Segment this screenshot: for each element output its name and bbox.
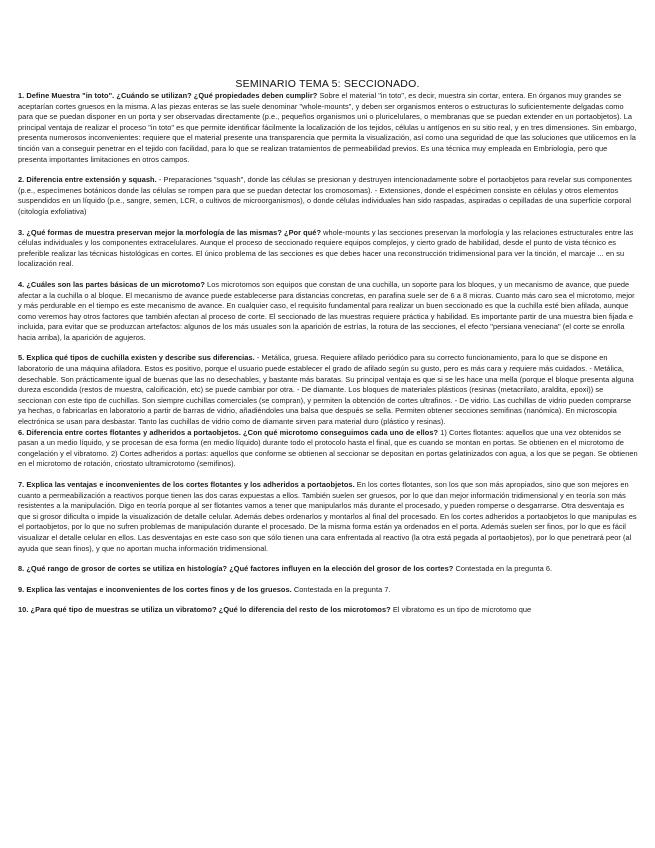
answer-8: Contestada en la pregunta 6. xyxy=(455,564,553,574)
answer-5: - Metálica, gruesa. Requiere afilado periódico para su correcto funcionamiento, para lo que se dispone en laboratorio de una máquina afiladora. Estos es positivo, porque el usuario puede establecer el grado de afilado según su gusto, pero es más cara y requiere más cuidados. - Metálica, desechable. Son prácticamente igual de buenas que las no desechables, y bastante más baratas. Su principal ventaja es que si se les hace una mella (porque el bloque presenta alguna dureza escondida (restos de muestra, calcificación, etc) se puede cambiar por otra. - De diamante. Los bloques de materiales plásticos (resinas (metacrilato, araldita, epoxi)) se seccionan con este tipo de cuchillas. Son siempre cuchillas comerciales (se compran), y permiten la obtención de cortes ultrafinos. - De vidrio. Las cuchillas de vidrio pueden comprarse ya hechas, o fabricarlas en laboratorio a partir de barras de vidrio, añadiéndoles una balsa que después se sella. Permiten obtener secciones semifinas (nanómica). En microscopia electrónica se usan para desbastar. Tanto las cuchillas de vidrio como de diamante sirven para material duro (plástico y resinas). xyxy=(18,353,634,427)
section-5 xyxy=(18,353,638,427)
question-4: 4. ¿Cuáles son las partes básicas de un microtomo? xyxy=(18,279,205,289)
section-9 xyxy=(18,585,638,596)
section-10 xyxy=(18,605,638,616)
answer-9: Contestada en la pregunta 7. xyxy=(293,584,391,594)
section-7 xyxy=(18,480,638,554)
section-2 xyxy=(18,175,638,217)
question-2: 2. Diferencia entre extensión y squash. xyxy=(18,175,157,185)
section-6 xyxy=(18,428,638,470)
answer-3: whole-mounts y las secciones preservan la morfología y las relaciones estructurales entre las células individuales y los componentes extracelulares. Aunque el proceso de seccionado requiere equipos complejos, y cierto grado de habilidad, desde el punto de vista técnico es preferible realizar las técnicas histológicas en cortes. El único problema de las secciones es que debes hacer una reconstrucción tridimensional para ver la tinción, el marcaje ... en su localización real. xyxy=(18,227,634,269)
question-1: 1. Define Muestra "in toto". ¿Cuándo se utilizan? ¿Qué propiedades deben cumplir? xyxy=(18,91,318,100)
answer-1: Sobre el material "in toto", es decir, muestra sin cortar, entera. En órganos muy grandes se aceptarían cortes gruesos en la misma. A las piezas enteras se las suele denominar "whole-mounts", y deben ser organismos enteros o estructuras lo suficientemente delgadas como para que se puedan disponer en un porta y ser observadas directamente (p.e., pequeños organismos uni o pluricelulares, o membranas que se puedan extender en un portaobjetos). La principal ventaja de realizar el proceso "in toto" es que permite identificar fácilmente la localización de los tejidos, células u antígenos en su sitio real, y en tres dimensiones. Sin embargo, presenta numerosos inconvenientes: requiere que el material presente una transparencia que permita la visualización, así como una seguridad de que las soluciones que utilicemos en la tinción van a conseguir penetrar en el tejido con facilidad, para lo que se realizan tratamientos de permeabilidad previos. Es una técnica muy empleada en Embriología, pero que presenta importantes limitaciones en otros campos. xyxy=(18,91,637,164)
question-9: 9. Explica las ventajas e inconvenientes de los cortes finos y de los gruesos. xyxy=(18,584,292,594)
section-4 xyxy=(18,280,638,344)
section-1 xyxy=(18,91,638,165)
section-8 xyxy=(18,564,638,575)
question-3: 3. ¿Qué formas de muestra preservan mejor la morfología de las mismas? ¿Por qué? xyxy=(18,227,322,237)
answer-4: Los microtomos son equipos que constan de una cuchilla, un soporte para los bloques, y un mecanismo de avance, que puede afectar a la cuchilla o al bloque. El mecanismo de avance puede establecerse para distancias concretas, en parafina suele ser de 6 a 8 micras. Cuanto más caro sea el microtomo, mejor y más perdurable en el tiempo es este mecanismo de avance. En cualquier caso, el requisito fundamental para realizar un buen seccionado es que la cuchilla esté bien afilada, aunque como veremos hay otros factores que también afectan al proceso de corte. El seccionado de las muestras requiere práctica y habilidad. Es importante partir de una muestra bien fijada e incluida, para evitar que se produzcan artefactos: algunos de los más usuales son la aparición de estrías, la rotura de las secciones, el efecto "persiana veneciana" (el corte se enrolla hacia arriba), la aparición de agujeros. xyxy=(18,279,635,342)
question-6: 6. Diferencia entre cortes flotantes y adheridos a portaobjetos. ¿Con qué microtomo conseguimos cada uno de ellos? xyxy=(18,427,439,437)
document-title: SEMINARIO TEMA 5: SECCIONADO. xyxy=(235,78,420,90)
answer-10: El vibratomo es un tipo de microtomo que xyxy=(392,605,532,615)
question-10: 10. ¿Para qué tipo de muestras se utiliza un vibratomo? ¿Qué lo diferencia del resto de los microtomos? xyxy=(18,605,391,615)
answer-2: - Preparaciones "squash", donde las células se presionan y destruyen intencionadamente sobre el portaobjetos para revelar sus componentes (p.e., especímenes botánicos donde las células se rompen para que se puedan detectar los cromosomas). - Extensiones, donde el espécimen consiste en células y otros elementos suspendidos en un líquido (p.e., sangre, semen, LCR, o cultivos de microorganismos), o donde células individuales han sido raspadas, aspiradas o cepilladas de una superficie corporal (citología exfoliativa) xyxy=(18,175,632,216)
question-8: 8. ¿Qué rango de grosor de cortes se utiliza en histología? ¿Qué factores influyen en la elección del grosor de los cortes? xyxy=(18,564,454,574)
answer-7: En los cortes flotantes, son los que son más apropiados, sino que son mejores en cuanto a permeabilización a reactivos porque tienen las dos caras expuestas a ellos. También suelen ser gruesos, por lo que dan mejor información tridimensional y en teoría son más resistentes a la manipulación. Digo en teoría porque al ser flotantes vamos a tener que manipularlos más durante el procesado, y pueden romperse o desgarrarse. Otra desventaja es que si grosor dificulta o impide la visualización de detalle celular. Además debes ordenarlos y montarlos al final del procesado. En los cortes adheridos a portaobjetos lo que manipulas es el portaobjetos, por lo que no sufren problemas de manipulación durante el procesado. De la misma forma están ya ordenados en el porta. Además suelen ser finos, por lo que es fácil visualizar el detalle celular en ellos. Las desventajas en este caso son que sólo tienen una cara enfrentada al reactivo (la otra está pegada al portaobjetos), por lo que penetrará peor (al ayuda que sean finos), y que no aportan mucha información tridimensional. xyxy=(18,480,637,553)
section-3 xyxy=(18,228,638,270)
question-5: 5. Explica qué tipos de cuchilla existen y describe sus diferencias. xyxy=(18,353,255,363)
question-7: 7. Explica las ventajas e inconvenientes de los cortes flotantes y los adheridos a portaobjetos. xyxy=(18,480,355,489)
answer-6: 1) Cortes flotantes: aquellos que una vez obtenidos se pasan a un medio líquido, y se procesan de esa forma (en medio líquido) durante todo el protocolo hasta el final, que es cuando se montan en portas. Se obtienen en el microtomo de congelación y el vibratomo. 2) Cortes adheridos a portas: aquellos que conforme se obtienen al seccionar se depositan en portas gelatinizados con agua, a los que se pegan. Se obtienen en el microtomo de rotación, criostato ultramicrotomo (semifinos). xyxy=(18,427,638,469)
document-body xyxy=(18,91,638,626)
